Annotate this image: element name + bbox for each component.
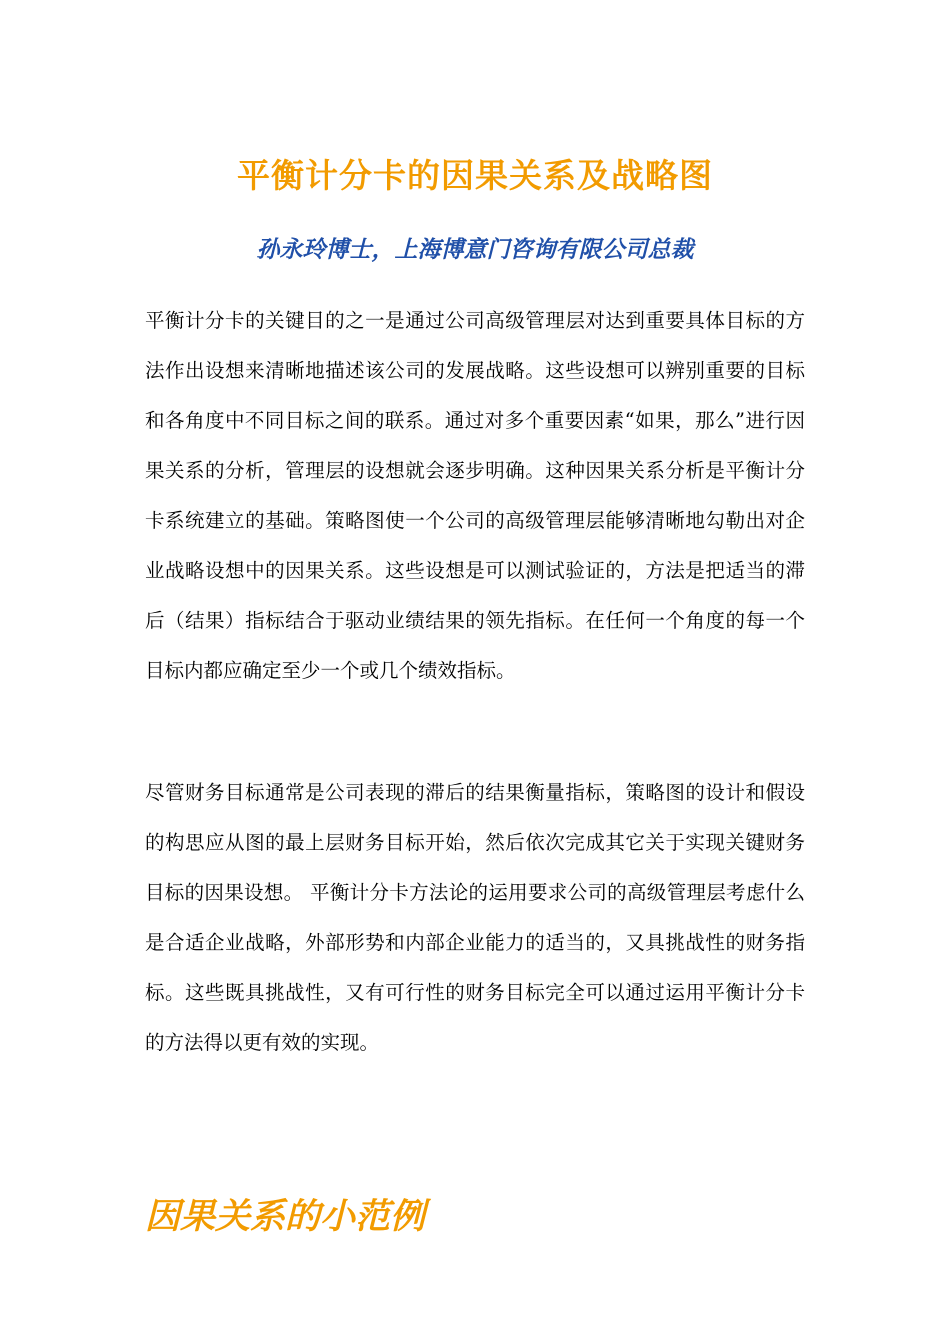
section-heading: 因果关系的小范例	[145, 1196, 426, 1238]
body-paragraph-1: 平衡计分卡的关键目的之一是通过公司高级管理层对达到重要具体目标的方法作出设想来清晰地描述该公司的发展战略。这些设想可以辨别重要的目标和各角度中不同目标之间的联系。通过对多个重要因素“如果，那么”进行因果关系的分析，管理层的设想就会逐步明确。这种因果关系分析是平衡计分卡系统建立的基础。策略图使一个公司的高级管理层能够清晰地勾勒出对企业战略设想中的因果关系。这些设想是可以测试验证的，方法是把适当的滞后（结果）指标结合于驱动业绩结果的领先指标。在任何一个角度的每一个目标内都应确定至少一个或几个绩效指标。	[145, 309, 805, 682]
body-paragraph-2: 尽管财务目标通常是公司表现的滞后的结果衡量指标，策略图的设计和假设的构思应从图的最上层财务目标开始，然后依次完成其它关于实现关键财务目标的因果设想。 平衡计分卡方法论的运用要求公司的高级管理层考虑什么是合适企业战略，外部形势和内部企业能力的适当的，又具挑战性的财务指标。这些既具挑战性，又有可行性的财务目标完全可以通过运用平衡计分卡的方法得以更有效的实现。	[145, 781, 805, 1054]
page-title: 平衡计分卡的因果关系及战略图	[237, 156, 713, 196]
author-subtitle: 孙永玲博士，上海博意门咨询有限公司总裁	[256, 236, 694, 263]
